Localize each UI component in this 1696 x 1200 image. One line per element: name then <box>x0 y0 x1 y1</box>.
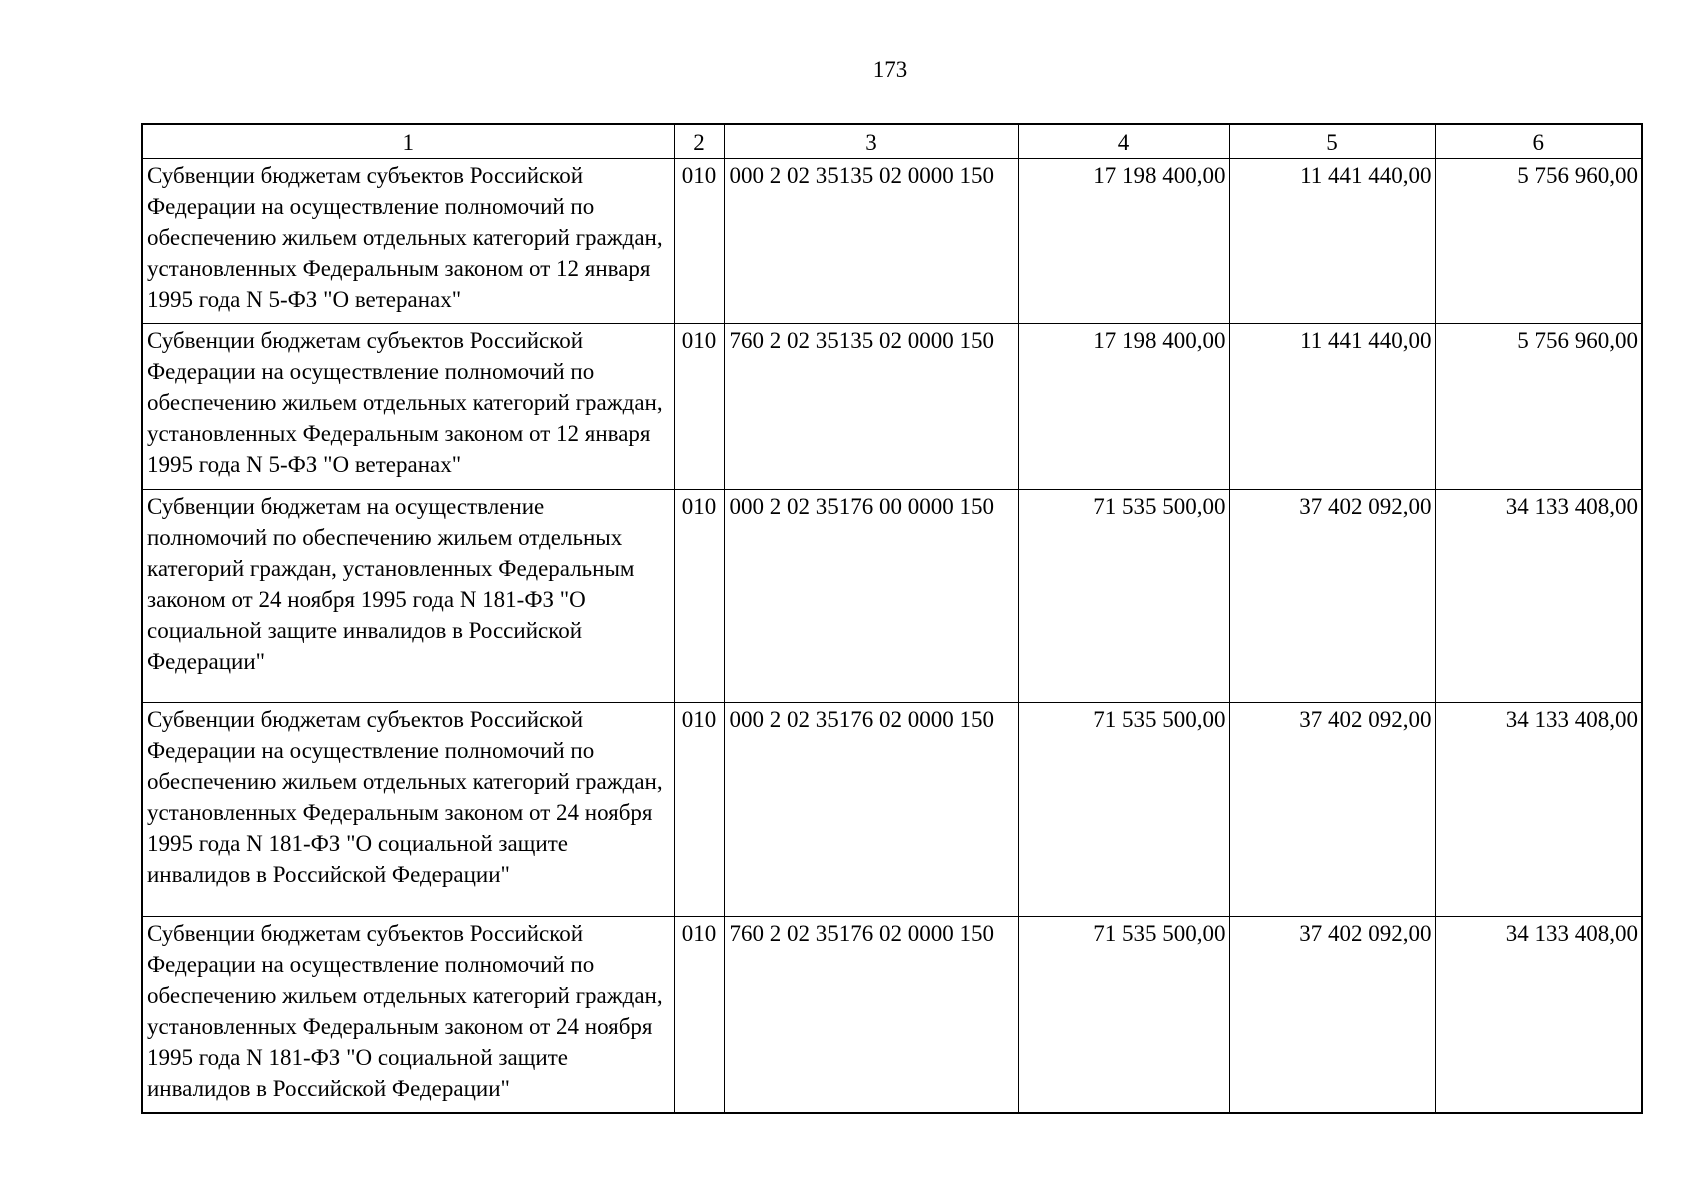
header-col-2: 2 <box>674 124 724 159</box>
table-row <box>142 324 1642 490</box>
row-name-cell: Субвенции бюджетам субъектов Российской Федерации на осуществление полномочий по обеспечению жильем отдельных категорий граждан, установленных Федеральным законом от 24 ноября 1995 года N 181-ФЗ "О социальной защите инвалидов в Российской Федерации" <box>142 703 674 917</box>
row-col4-cell: 71 535 500,00 <box>1018 703 1229 917</box>
table-header-row <box>142 124 1642 159</box>
row-name-cell: Субвенции бюджетам субъектов Российской Федерации на осуществление полномочий по обеспечению жильем отдельных категорий граждан, установленных Федеральным законом от 12 января 1995 года N 5-ФЗ "О ветеранах" <box>142 324 674 490</box>
row-code-cell: 010 <box>674 159 724 324</box>
table-row <box>142 703 1642 917</box>
header-col-4: 4 <box>1018 124 1229 159</box>
row-col5-cell: 37 402 092,00 <box>1229 490 1435 703</box>
row-col4-cell: 71 535 500,00 <box>1018 917 1229 1113</box>
row-kbk-cell: 000 2 02 35176 02 0000 150 <box>724 703 1018 917</box>
header-col-3: 3 <box>724 124 1018 159</box>
header-col-6: 6 <box>1435 124 1642 159</box>
row-code-cell: 010 <box>674 324 724 490</box>
row-col5-cell: 37 402 092,00 <box>1229 703 1435 917</box>
row-col6-cell: 5 756 960,00 <box>1435 159 1642 324</box>
row-col5-cell: 11 441 440,00 <box>1229 159 1435 324</box>
row-col5-cell: 37 402 092,00 <box>1229 917 1435 1113</box>
row-kbk-cell: 000 2 02 35135 02 0000 150 <box>724 159 1018 324</box>
budget-table <box>141 123 1643 1114</box>
row-col5-cell: 11 441 440,00 <box>1229 324 1435 490</box>
row-col6-cell: 34 133 408,00 <box>1435 703 1642 917</box>
row-code-cell: 010 <box>674 490 724 703</box>
row-col4-cell: 17 198 400,00 <box>1018 159 1229 324</box>
row-name-cell: Субвенции бюджетам на осуществление полномочий по обеспечению жильем отдельных категорий граждан, установленных Федеральным законом от 24 ноября 1995 года N 181-ФЗ "О социальной защите инвалидов в Российской Федерации" <box>142 490 674 703</box>
row-kbk-cell: 760 2 02 35176 02 0000 150 <box>724 917 1018 1113</box>
row-code-cell: 010 <box>674 703 724 917</box>
row-name-cell: Субвенции бюджетам субъектов Российской Федерации на осуществление полномочий по обеспечению жильем отдельных категорий граждан, установленных Федеральным законом от 24 ноября 1995 года N 181-ФЗ "О социальной защите инвалидов в Российской Федерации" <box>142 917 674 1113</box>
row-col6-cell: 5 756 960,00 <box>1435 324 1642 490</box>
header-col-1: 1 <box>142 124 674 159</box>
row-name-cell: Субвенции бюджетам субъектов Российской Федерации на осуществление полномочий по обеспечению жильем отдельных категорий граждан, установленных Федеральным законом от 12 января 1995 года N 5-ФЗ "О ветеранах" <box>142 159 674 324</box>
row-col6-cell: 34 133 408,00 <box>1435 917 1642 1113</box>
row-kbk-cell: 760 2 02 35135 02 0000 150 <box>724 324 1018 490</box>
row-kbk-cell: 000 2 02 35176 00 0000 150 <box>724 490 1018 703</box>
page-number: 173 <box>872 57 908 82</box>
row-col4-cell: 71 535 500,00 <box>1018 490 1229 703</box>
table-row <box>142 490 1642 703</box>
row-code-cell: 010 <box>674 917 724 1113</box>
header-col-5: 5 <box>1229 124 1435 159</box>
table-row <box>142 917 1642 1113</box>
row-col6-cell: 34 133 408,00 <box>1435 490 1642 703</box>
table-row <box>142 159 1642 324</box>
row-col4-cell: 17 198 400,00 <box>1018 324 1229 490</box>
